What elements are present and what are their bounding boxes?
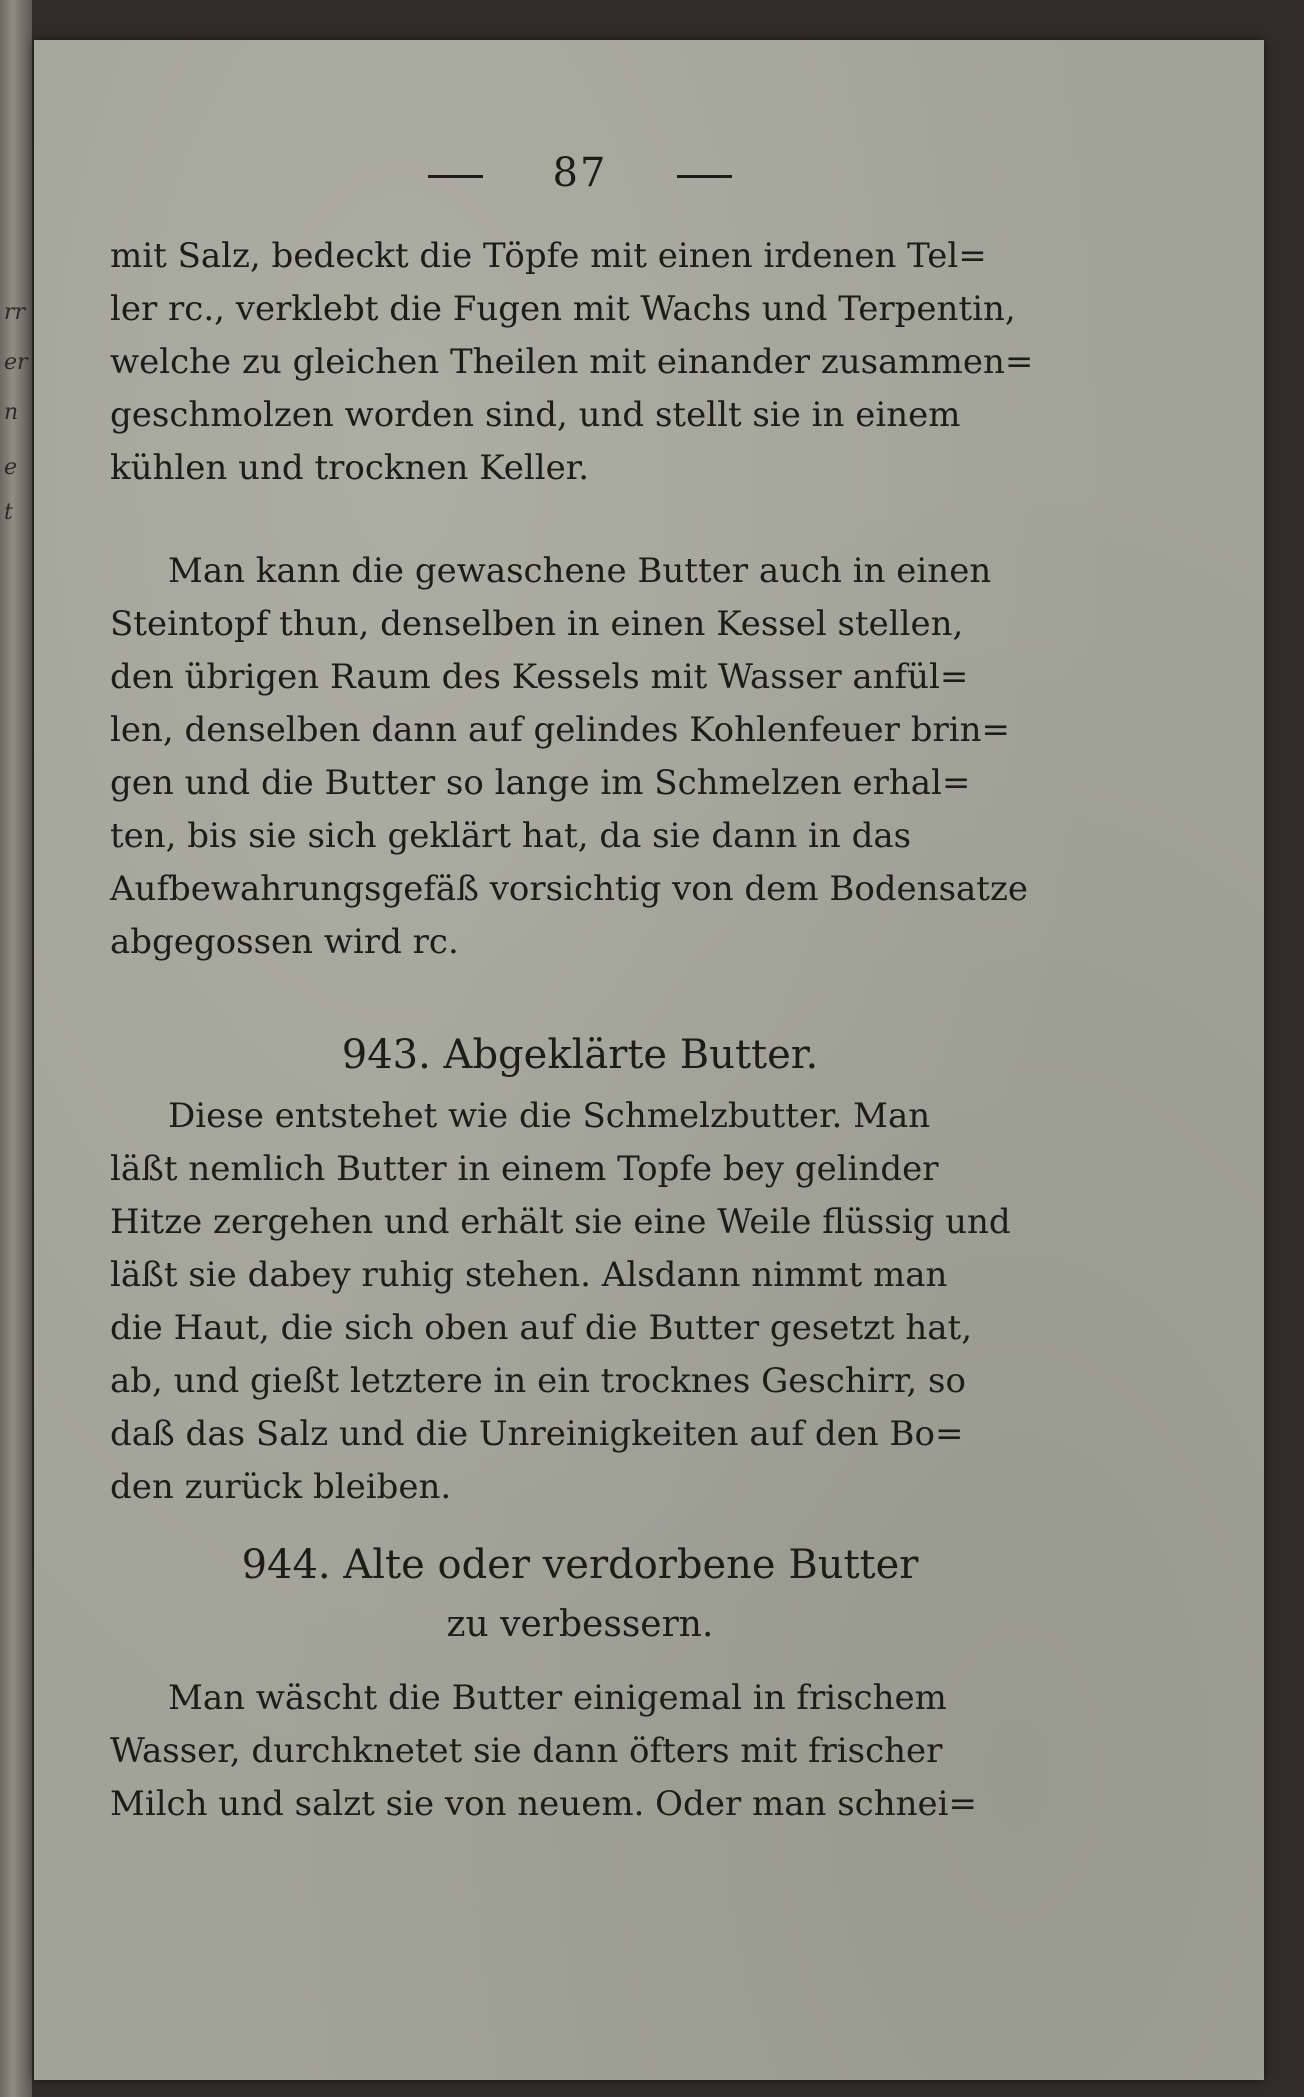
folio-dash-left bbox=[428, 175, 483, 178]
text-line: läßt sie dabey ruhig stehen. Alsdann nimmt man bbox=[110, 1255, 948, 1295]
text-line: welche zu gleichen Theilen mit einander zusammen= bbox=[110, 342, 1034, 382]
text-line: geschmolzen worden sind, und stellt sie in einem bbox=[110, 395, 961, 435]
text-line: Wasser, durchknetet sie dann öfters mit frischer bbox=[110, 1731, 943, 1771]
section-944-heading bbox=[110, 1535, 1050, 1655]
text-line: gen und die Butter so lange im Schmelzen erhal= bbox=[110, 763, 971, 803]
heading-line: 943. Abgeklärte Butter. bbox=[341, 1032, 819, 1078]
paragraph-steintopf bbox=[110, 545, 1050, 969]
text-line: kühlen und trocknen Keller. bbox=[110, 448, 590, 488]
section-944-body bbox=[110, 1672, 1050, 1831]
section-943-body bbox=[110, 1090, 1050, 1514]
text-line: mit Salz, bedeckt die Töpfe mit einen irdenen Tel= bbox=[110, 236, 987, 276]
text-line: daß das Salz und die Unreinigkeiten auf den Bo= bbox=[110, 1414, 964, 1454]
page-number bbox=[110, 150, 1050, 196]
heading-line: zu verbessern. bbox=[446, 1604, 714, 1645]
page-number-value: 87 bbox=[552, 150, 608, 196]
bleed-mark: rr bbox=[4, 300, 26, 325]
text-line: den übrigen Raum des Kessels mit Wasser anfül= bbox=[110, 657, 969, 697]
text-line: Diese entstehet wie die Schmelzbutter. Man bbox=[168, 1096, 931, 1136]
bleed-mark: er bbox=[4, 350, 28, 375]
bleed-mark: n bbox=[4, 400, 19, 425]
heading-line: 944. Alte oder verdorbene Butter bbox=[241, 1542, 919, 1588]
bleed-mark: e bbox=[4, 455, 18, 480]
text-line: Man wäscht die Butter einigemal in frischem bbox=[168, 1678, 947, 1718]
text-line: len, denselben dann auf gelindes Kohlenfeuer brin= bbox=[110, 710, 1011, 750]
text-line: ab, und gießt letztere in ein trocknes Geschirr, so bbox=[110, 1361, 966, 1401]
text-line: Hitze zergehen und erhält sie eine Weile flüssig und bbox=[110, 1202, 1011, 1242]
text-line: Man kann die gewaschene Butter auch in einen bbox=[168, 551, 992, 591]
folio-dash-right bbox=[677, 175, 732, 178]
text-line: Steintopf thun, denselben in einen Kessel stellen, bbox=[110, 604, 964, 644]
text-line: Milch und salzt sie von neuem. Oder man schnei= bbox=[110, 1784, 977, 1824]
previous-page-edge bbox=[0, 0, 32, 2097]
continuation-paragraph bbox=[110, 230, 1050, 495]
section-943-heading bbox=[110, 1025, 1050, 1085]
text-line: ler rc., verklebt die Fugen mit Wachs und Terpentin, bbox=[110, 289, 1016, 329]
text-line: ten, bis sie sich geklärt hat, da sie dann in das bbox=[110, 816, 912, 856]
text-line: abgegossen wird rc. bbox=[110, 922, 459, 962]
bleed-mark: t bbox=[4, 500, 13, 525]
text-line: die Haut, die sich oben auf die Butter gesetzt hat, bbox=[110, 1308, 973, 1348]
book-page bbox=[34, 40, 1264, 2080]
text-line: läßt nemlich Butter in einem Topfe bey gelinder bbox=[110, 1149, 939, 1189]
text-line: den zurück bleiben. bbox=[110, 1467, 452, 1507]
text-line: Aufbewahrungsgefäß vorsichtig von dem Bodensatze bbox=[110, 869, 1028, 909]
